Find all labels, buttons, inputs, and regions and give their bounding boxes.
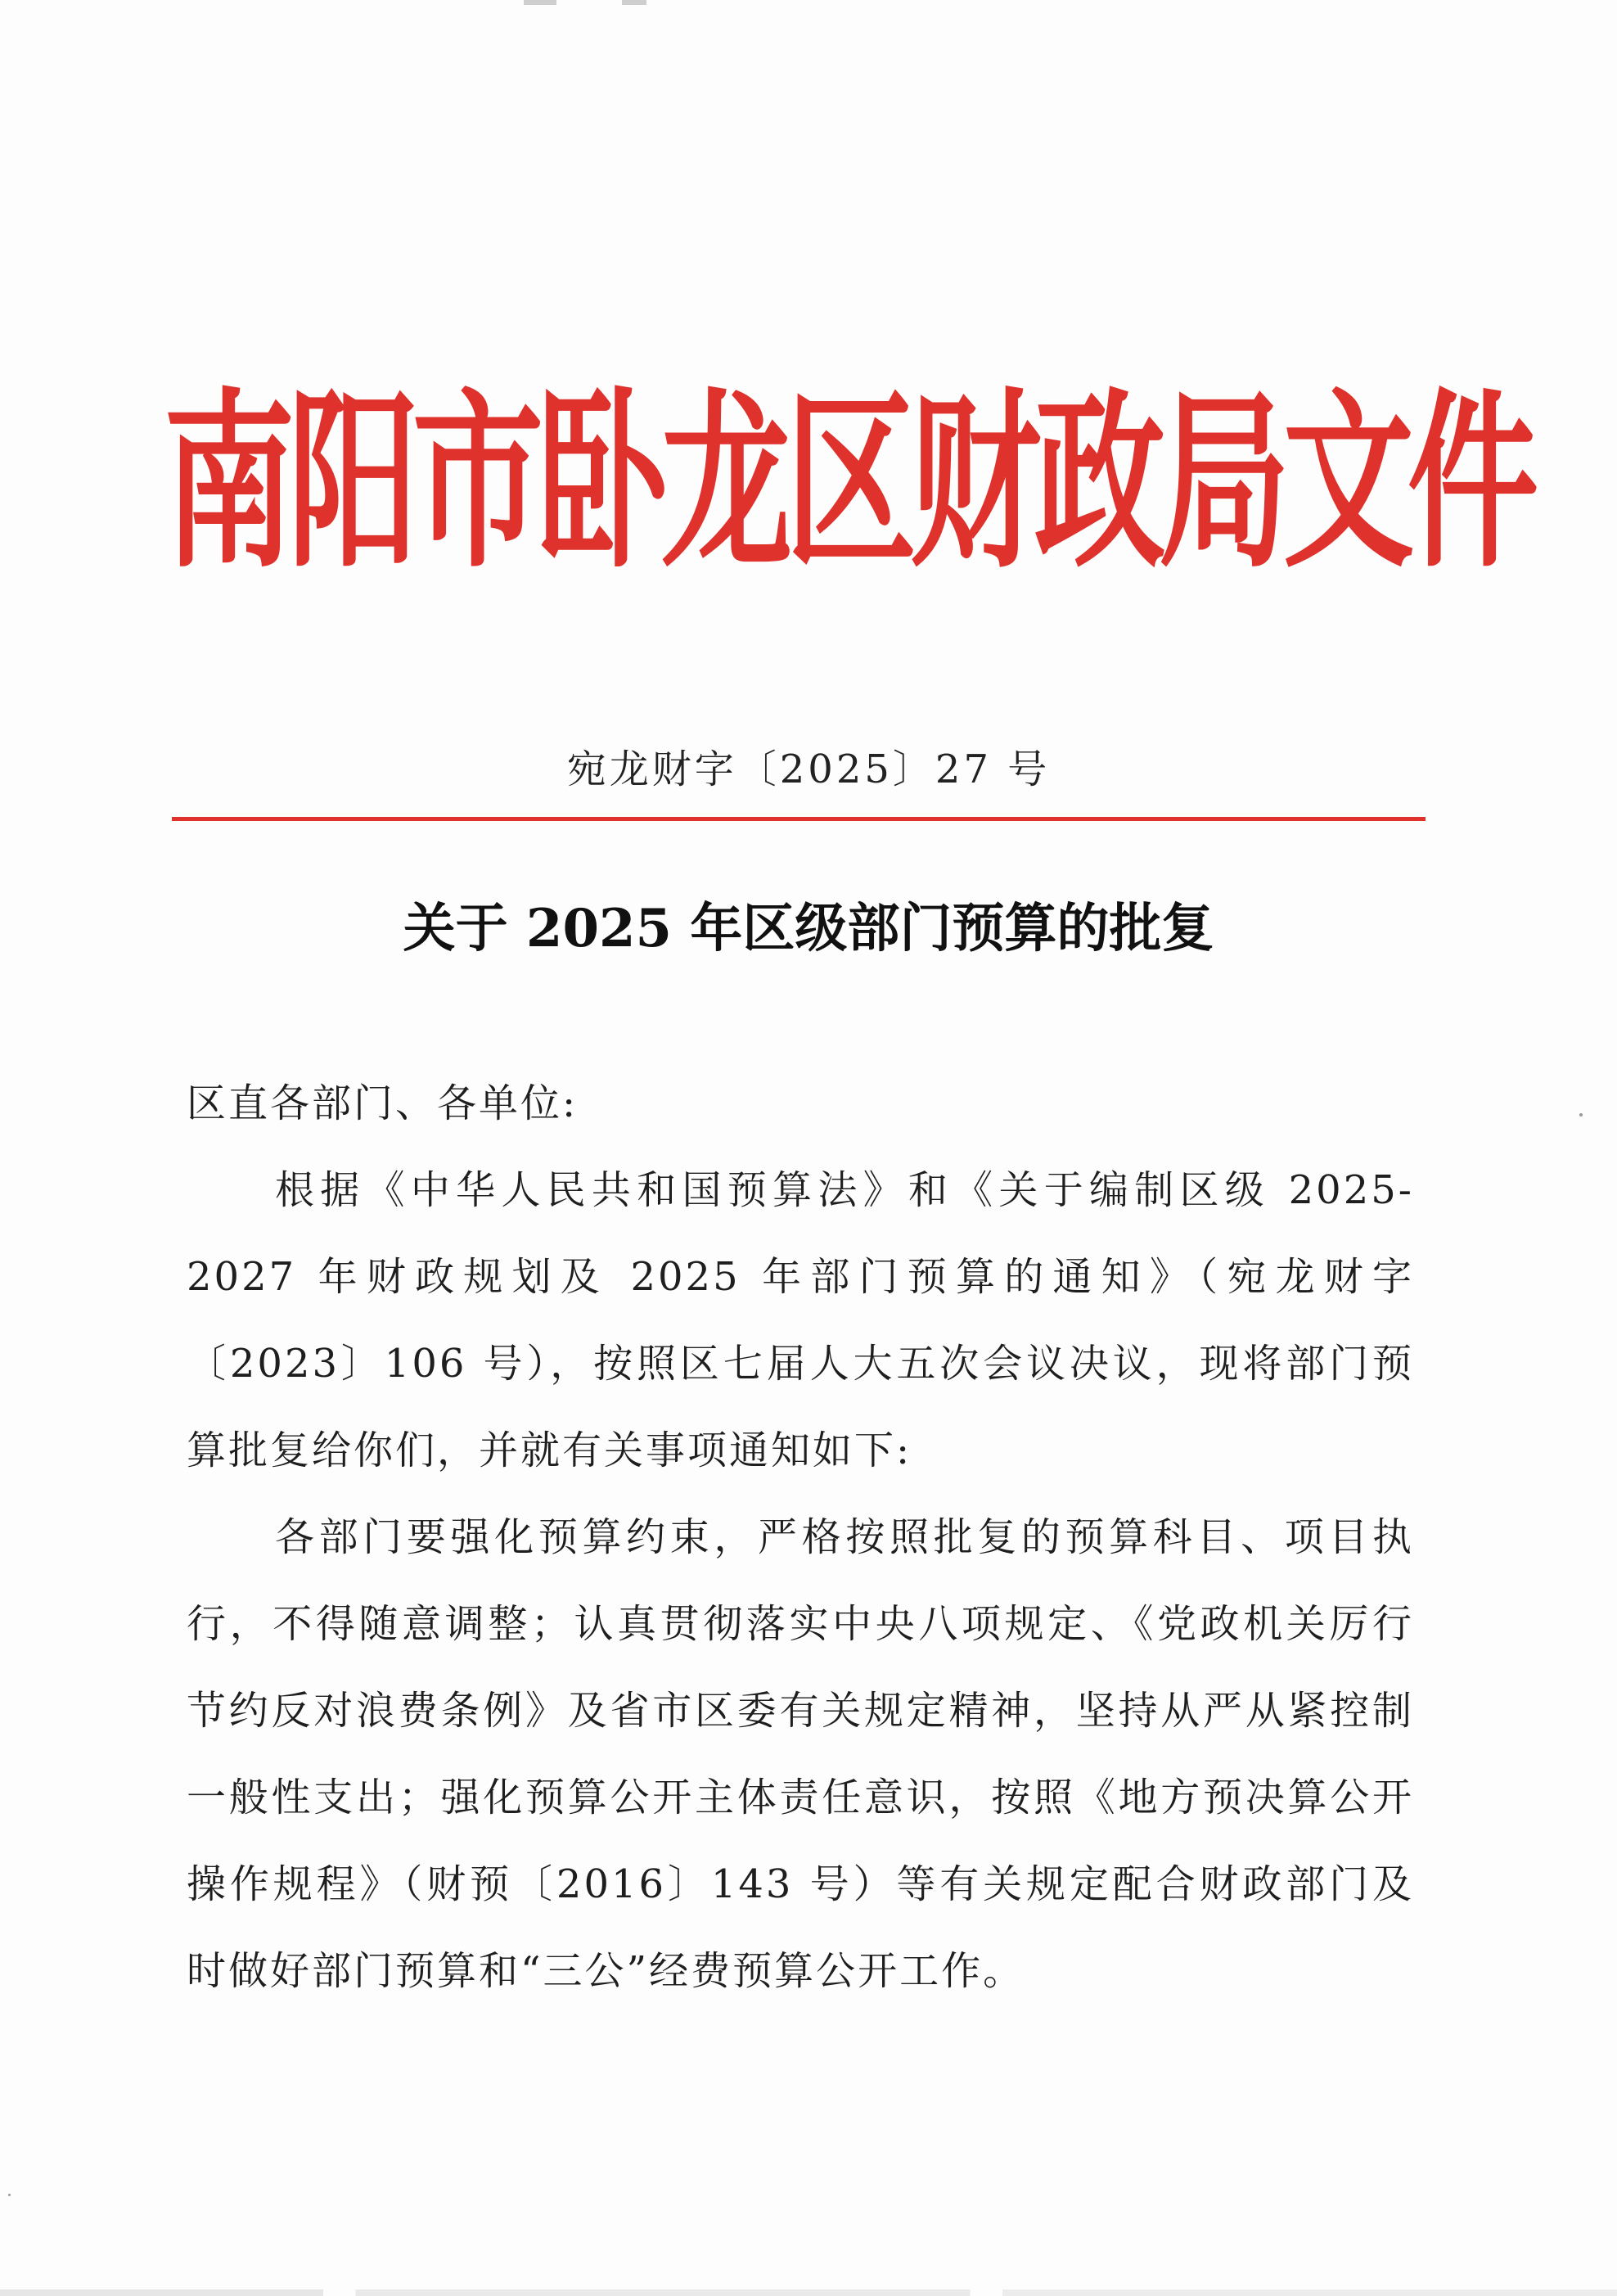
scan-mark bbox=[524, 0, 556, 5]
salutation: 区直各部门、各单位: bbox=[187, 1080, 579, 1126]
masthead-title: 南阳市卧龙区财政局文件 bbox=[164, 371, 1533, 593]
document-title: 关于 2025 年区级部门预算的批复 bbox=[403, 898, 1214, 959]
document-body bbox=[187, 1060, 1414, 2014]
scan-edge bbox=[0, 2289, 1617, 2296]
paragraph-1: 根据《中华人民共和国预算法》和《关于编制区级 2025-2027 年财政规划及 2025 年部门预算的通知》（宛龙财字〔2023〕106 号），按照区七届人大五次会议决议，现将部门预算批复给你们，并就有关事项通知如下: bbox=[187, 1167, 1414, 1473]
scan-speck bbox=[1579, 1113, 1583, 1116]
scan-mark bbox=[622, 0, 646, 5]
document-number: 宛龙财字〔2025〕27 号 bbox=[566, 747, 1051, 792]
scan-speck bbox=[8, 2194, 11, 2196]
paragraph-2: 各部门要强化预算约束，严格按照批复的预算科目、项目执行，不得随意调整；认真贯彻落实中央八项规定、《党政机关厉行节约反对浪费条例》及省市区委有关规定精神，坚持从严从紧控制一般性支出；强化预算公开主体责任意识，按照《地方预决算公开操作规程》（财预〔2016〕143 号）等有关规定配合财政部门及时做好部门预算和“三公”经费预算公开工作。 bbox=[187, 1514, 1414, 1994]
red-divider-line bbox=[172, 817, 1426, 821]
